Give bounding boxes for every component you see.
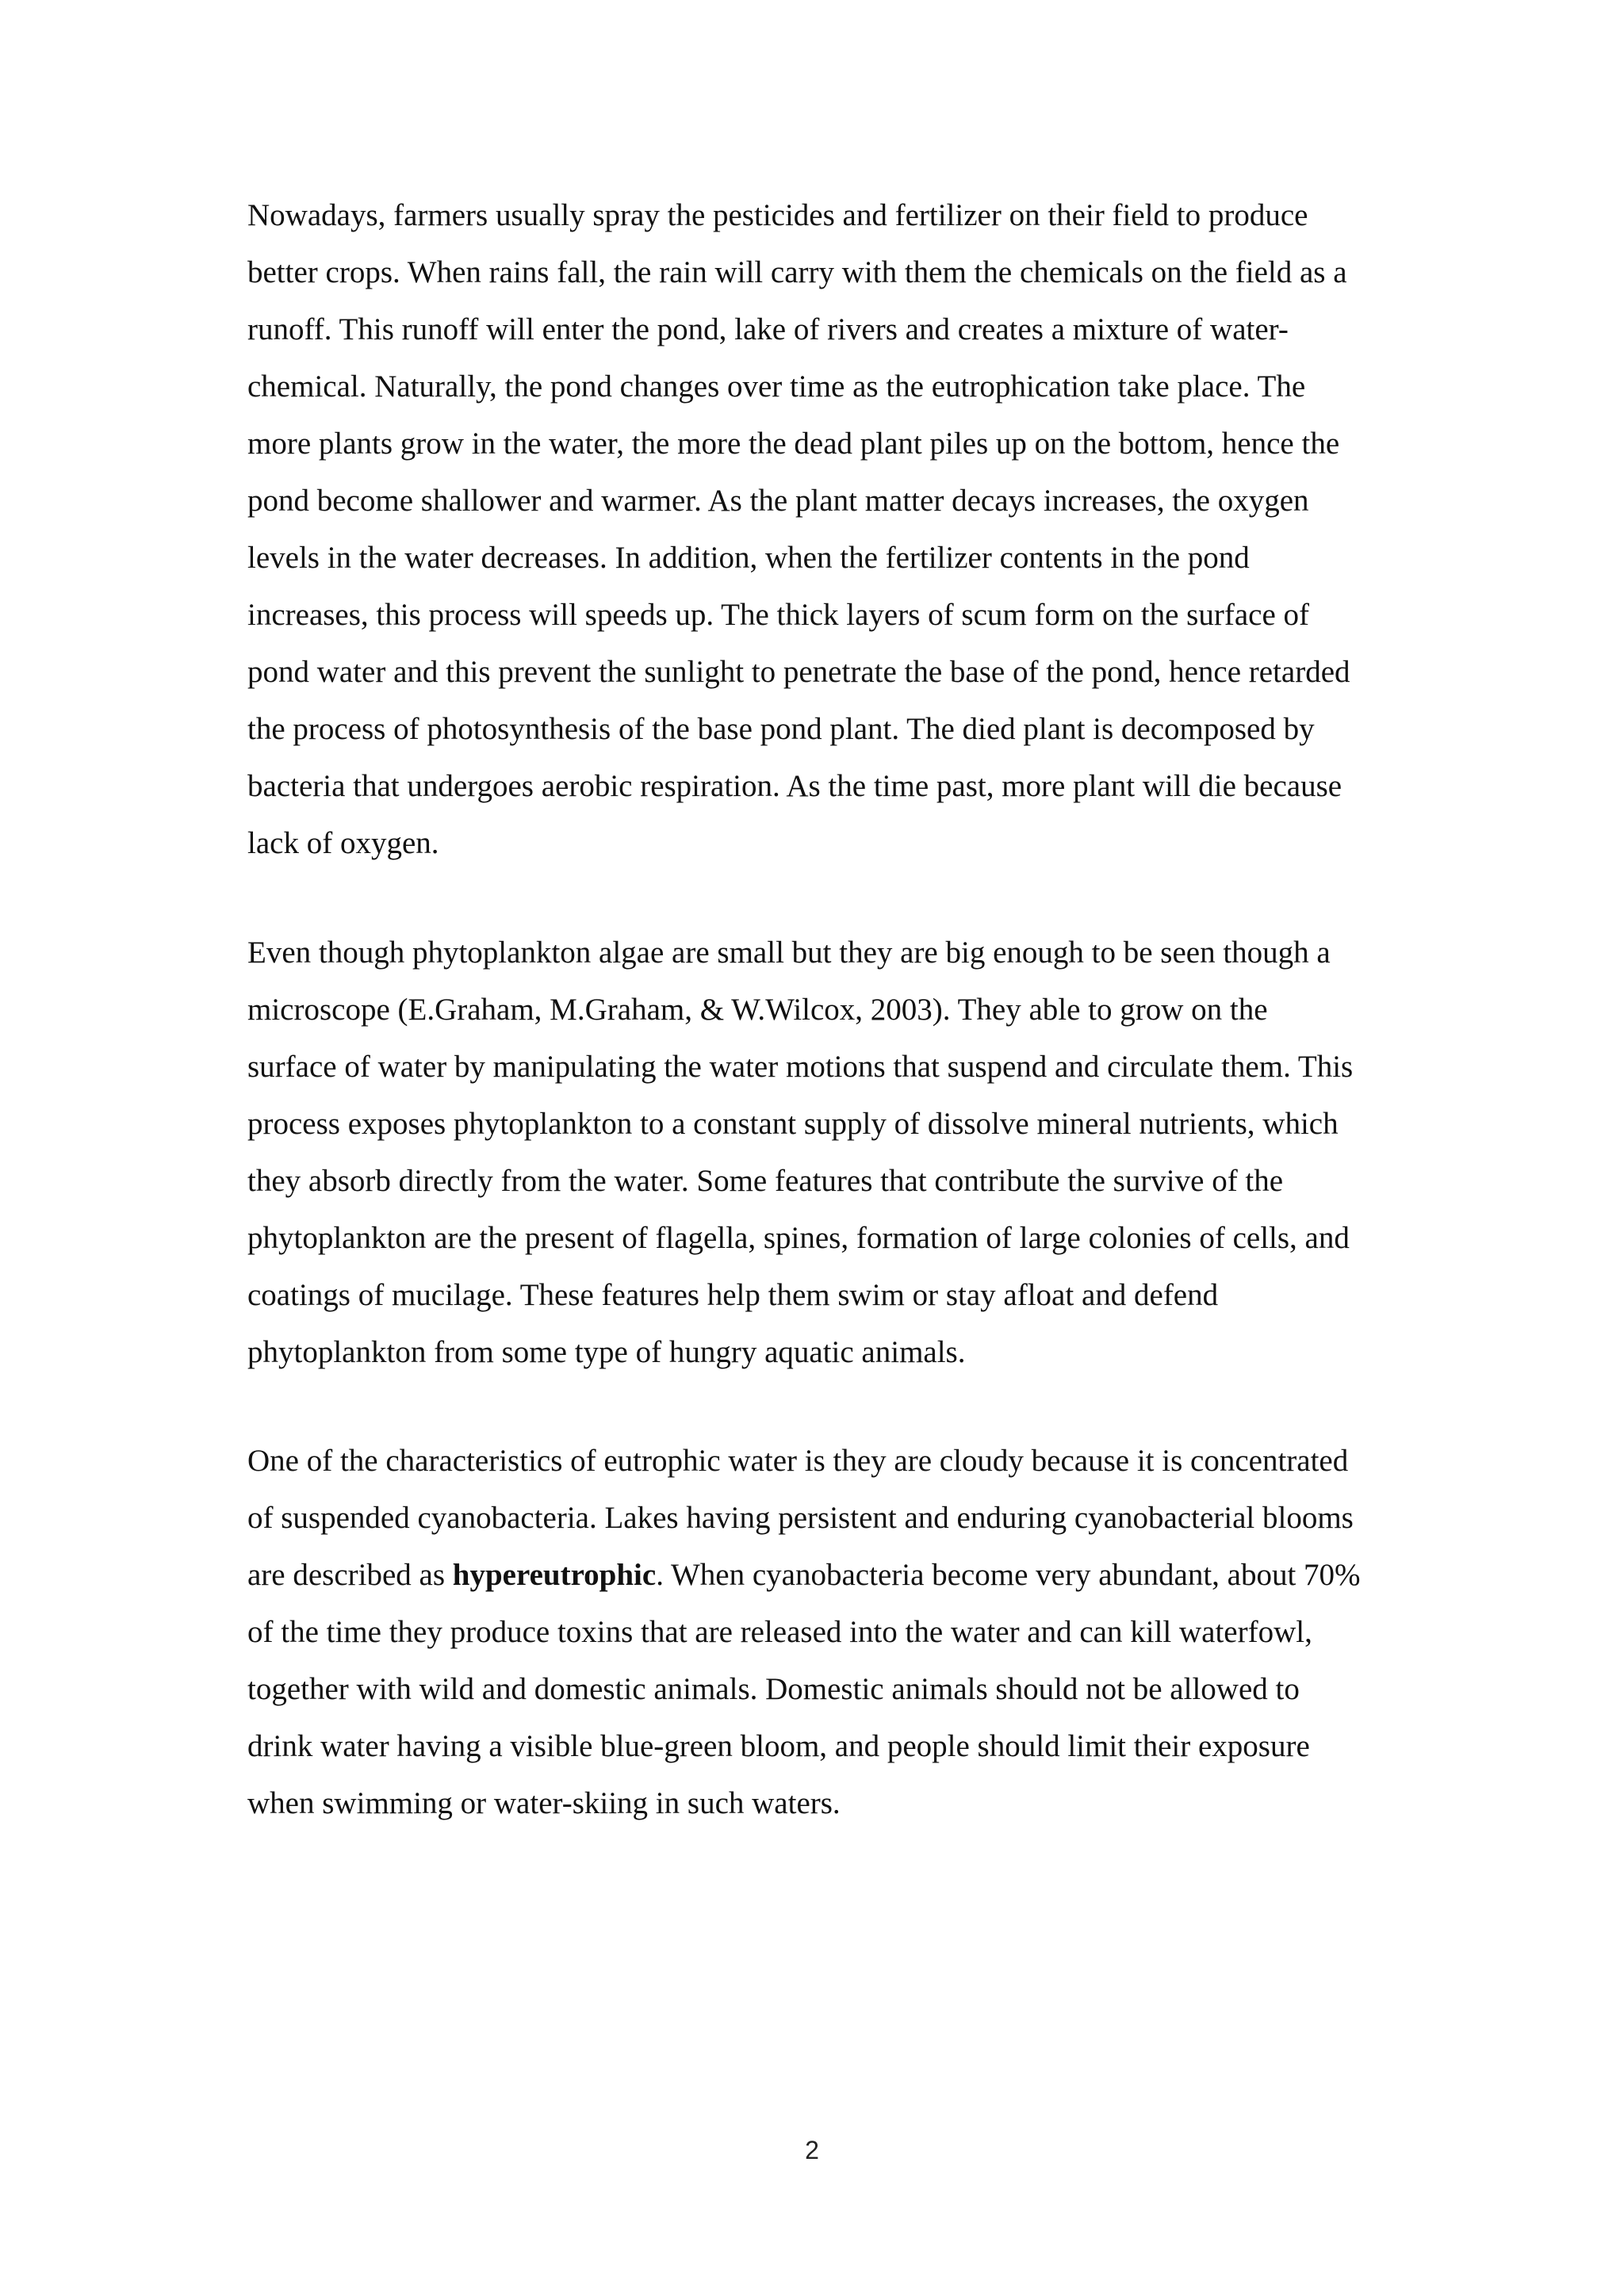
text-line: increases, this process will speeds up. The thick layers of scum form on the surface of (247, 598, 1309, 632)
text-line: One of the characteristics of eutrophic water is they are cloudy because it is concentrated (247, 1444, 1349, 1478)
text-line: drink water having a visible blue-green bloom, and people should limit their exposure (247, 1729, 1310, 1763)
paragraph-1 (247, 187, 1453, 872)
text-line: the process of photosynthesis of the base pond plant. The died plant is decomposed by (247, 712, 1315, 746)
text-line: Even though phytoplankton algae are small but they are big enough to be seen though a (247, 936, 1331, 970)
text-line: Nowadays, farmers usually spray the pesticides and fertilizer on their field to produce (247, 198, 1308, 232)
text-line: phytoplankton from some type of hungry aquatic animals. (247, 1335, 966, 1369)
text-line: surface of water by manipulating the water motions that suspend and circulate them. This (247, 1050, 1354, 1084)
text-line-with-bold-term (247, 1547, 1453, 1604)
text-line: together with wild and domestic animals. Domestic animals should not be allowed to (247, 1672, 1300, 1706)
text-line: microscope (E.Graham, M.Graham, & W.Wilcox, 2003). They able to grow on the (247, 993, 1268, 1027)
text-line: process exposes phytoplankton to a constant supply of dissolve mineral nutrients, which (247, 1107, 1339, 1141)
text-segment: are described as (247, 1558, 453, 1592)
text-line: pond water and this prevent the sunlight to penetrate the base of the pond, hence retarded (247, 655, 1350, 689)
page-number: 2 (805, 2136, 819, 2164)
text-line: of suspended cyanobacteria. Lakes having persistent and enduring cyanobacterial blooms (247, 1501, 1354, 1535)
paragraph-2 (247, 924, 1453, 1381)
text-line: they absorb directly from the water. Some features that contribute the survive of the (247, 1164, 1284, 1198)
text-segment: . When cyanobacteria become very abundant, about 70% (656, 1558, 1361, 1592)
text-line: pond become shallower and warmer. As the plant matter decays increases, the oxygen (247, 484, 1309, 518)
bold-term: hypereutrophic (452, 1558, 657, 1592)
text-line: runoff. This runoff will enter the pond, lake of rivers and creates a mixture of water- (247, 312, 1289, 346)
text-line: more plants grow in the water, the more the dead plant piles up on the bottom, hence the (247, 427, 1340, 461)
text-line: coatings of mucilage. These features help them swim or stay afloat and defend (247, 1278, 1219, 1312)
text-line: chemical. Naturally, the pond changes over time as the eutrophication take place. The (247, 369, 1306, 404)
text-line: when swimming or water-skiing in such waters. (247, 1786, 841, 1820)
text-line: phytoplankton are the present of flagella, spines, formation of large colonies of cells, and (247, 1221, 1350, 1255)
text-line: levels in the water decreases. In addition, when the fertilizer contents in the pond (247, 541, 1250, 575)
text-line: bacteria that undergoes aerobic respiration. As the time past, more plant will die because (247, 769, 1342, 803)
paragraph-3 (247, 1433, 1453, 1832)
text-line: better crops. When rains fall, the rain will carry with them the chemicals on the field as a (247, 255, 1347, 289)
text-line: lack of oxygen. (247, 826, 439, 860)
text-line: of the time they produce toxins that are released into the water and can kill waterfowl, (247, 1615, 1312, 1649)
